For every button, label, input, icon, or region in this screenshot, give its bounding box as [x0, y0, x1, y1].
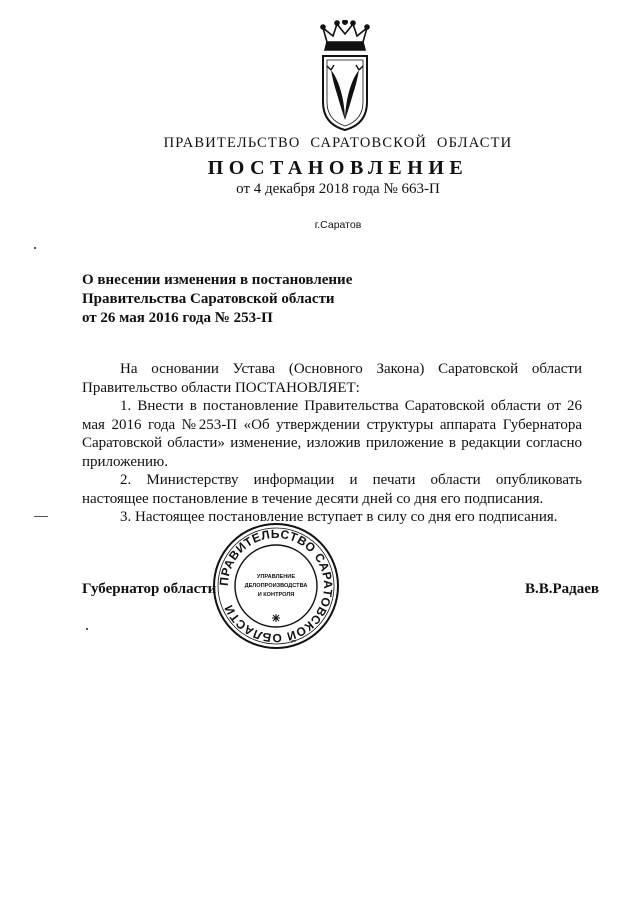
subject-line-2: Правительства Саратовской области — [82, 291, 335, 307]
scan-mark — [34, 516, 48, 517]
body-preamble: На основании Устава (Основного Закона) Саратовской области Правительство области ПОСТАНОВЛЯЕТ: — [82, 361, 582, 396]
document-body — [82, 360, 582, 527]
signatory-position: Губернатор области — [82, 581, 217, 597]
body-clause-3: 3. Настоящее постановление вступает в силу со дня его подписания. — [120, 509, 558, 525]
subject-line-3: от 26 мая 2016 года № 253-П — [82, 310, 273, 326]
stamp-ring-text: ПРАВИТЕЛЬСТВО САРАТОВСКОЙ ОБЛАСТИ — [216, 526, 336, 646]
scan-mark — [86, 628, 88, 630]
stamp-line-3: И КОНТРОЛЯ — [257, 592, 295, 598]
document-type-title: ПОСТАНОВЛЕНИЕ — [207, 157, 469, 179]
stamp-line-2: ДЕЛОПРОИЗВОДСТВА — [244, 583, 308, 589]
city-label: г.Саратов — [314, 219, 362, 231]
body-clause-1: 1. Внести в постановление Правительства Саратовской области от 26 мая 2016 года №253-П «Об утверждении структуры аппарата Губернатора Саратовской области» изменение, изложив приложение в редакции согласно приложению. — [82, 398, 582, 470]
signatory-name: В.В.Радаев — [525, 581, 600, 597]
stamp-line-1: УПРАВЛЕНИЕ — [256, 574, 296, 580]
government-name: ПРАВИТЕЛЬСТВО САРАТОВСКОЙ ОБЛАСТИ — [163, 135, 513, 151]
document-subject — [82, 271, 352, 328]
document-date-number: от 4 декабря 2018 года № 663-П — [236, 181, 440, 197]
coat-of-arms-emblem — [317, 20, 373, 132]
scan-mark — [34, 247, 36, 249]
subject-line-1: О внесении изменения в постановление — [82, 272, 353, 288]
body-clause-2: 2. Министерству информации и печати области опубликовать настоящее постановление в течение десяти дней со дня его подписания. — [82, 472, 582, 507]
official-stamp — [212, 522, 340, 650]
